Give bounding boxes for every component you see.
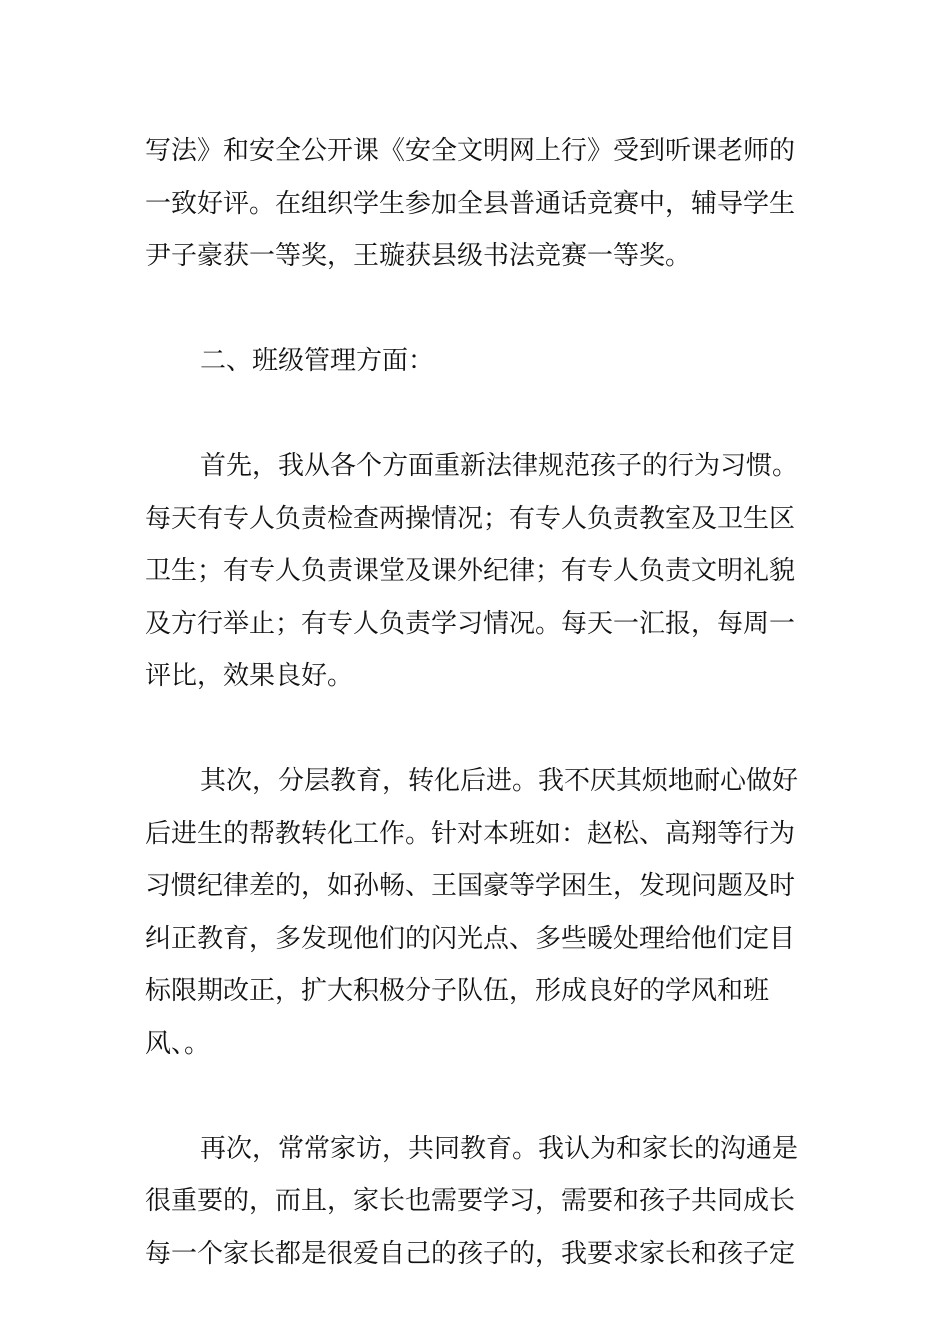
text-line: 标限期改正，扩大积极分子队伍，形成良好的学风和班 <box>145 976 770 1006</box>
text-line: 尹子豪获一等奖，王璇获县级书法竞赛一等奖。 <box>145 241 692 271</box>
text-line: 评比，效果良好。 <box>145 661 354 691</box>
paragraph-1 <box>145 125 810 283</box>
paragraph-gap <box>145 703 810 756</box>
section-heading <box>145 335 810 388</box>
text-line: 很重要的，而且，家长也需要学习，需要和孩子共同成长 <box>145 1186 796 1216</box>
text-line: 其次，分层教育，转化后进。我不厌其烦地耐心做好 <box>200 766 799 796</box>
text-line: 后进生的帮教转化工作。针对本班如：赵松、高翔等行为 <box>145 818 796 849</box>
paragraph-3 <box>145 440 810 703</box>
text-line: 卫生；有专人负责课堂及课外纪律；有专人负责文明礼貌 <box>145 556 796 586</box>
text-line: 再次，常常家访，共同教育。我认为和家长的沟通是 <box>200 1133 799 1164</box>
text-line: 首先，我从各个方面重新法律规范孩子的行为习惯。 <box>200 451 799 481</box>
text-line: 纠正教育，多发现他们的闪光点、多些暖处理给他们定目 <box>145 923 796 954</box>
text-line: 每一个家长都是很爱自己的孩子的，我要求家长和孩子定 <box>145 1238 796 1269</box>
text-line: 每天有专人负责检查两操情况；有专人负责教室及卫生区 <box>145 503 796 534</box>
text-line: 风、。 <box>145 1028 211 1059</box>
paragraph-gap <box>145 388 810 441</box>
text-line: 写法》和安全公开课《安全文明网上行》受到听课老师的 <box>145 136 796 166</box>
text-line: 习惯纪律差的，如孙畅、王国豪等学困生，发现问题及时 <box>145 871 796 901</box>
paragraph-4 <box>145 755 810 1070</box>
text-line: 及方行举止；有专人负责学习情况。每天一汇报，每周一 <box>145 608 796 639</box>
document-body <box>145 125 810 1280</box>
heading-text: 二、班级管理方面： <box>200 346 435 376</box>
paragraph-gap <box>145 1070 810 1123</box>
paragraph-gap <box>145 283 810 336</box>
text-line: 一致好评。在组织学生参加全县普通话竞赛中，辅导学生 <box>145 188 796 219</box>
paragraph-5 <box>145 1123 810 1281</box>
